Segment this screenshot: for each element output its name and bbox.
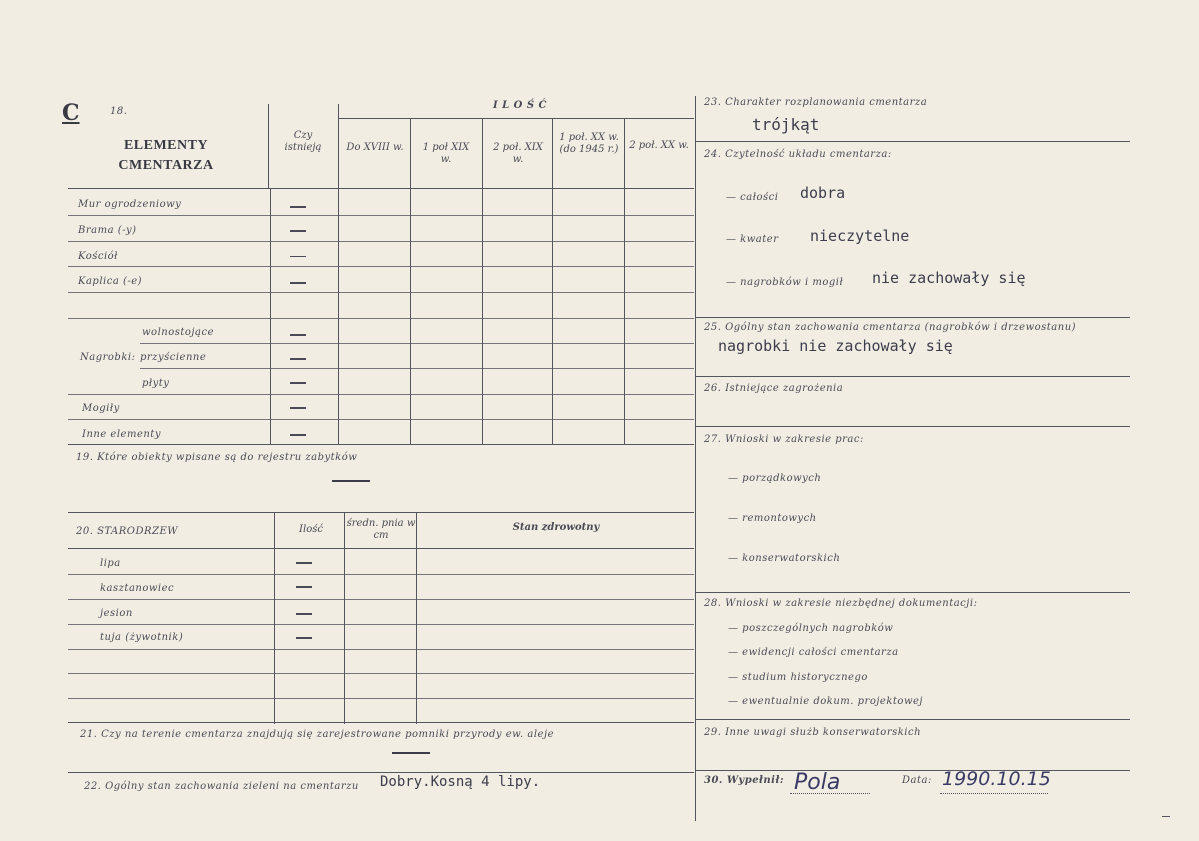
corner-tick (1162, 816, 1170, 817)
mark-przyscienne (290, 358, 306, 360)
q24-c-label: — nagrobków i mogił (726, 277, 844, 288)
col-header-1: Do XVIII w. (346, 142, 404, 153)
elementy-title: ELEMENTY (123, 138, 209, 153)
mark-lipa (296, 562, 312, 564)
mark-mogily (290, 407, 306, 409)
q28-label: 28. Wnioski w zakresie niezbędnej dokumentacji: (704, 598, 978, 609)
tree-jesion: jesion (100, 608, 133, 619)
q27-label: 27. Wnioski w zakresie prac: (704, 434, 864, 445)
mark-kasztanowiec (296, 586, 312, 588)
mark-wolnostojace (290, 334, 306, 336)
q27-item-porzadkowych: — porządkowych (728, 473, 822, 484)
q29-label: 29. Inne uwagi służb konserwatorskich (704, 727, 922, 738)
q25-answer: nagrobki nie zachowały się (718, 337, 953, 355)
q28-item-ewidencji: — ewidencji całości cmentarza (728, 647, 899, 658)
row-label-brama: Brama (-y) (78, 225, 137, 236)
mark-brama (290, 230, 306, 232)
mark-tuja (296, 637, 312, 639)
row-label-nagrobki: Nagrobki: (80, 352, 136, 363)
col-header-3: 2 poł. XIX w. (493, 142, 543, 165)
q27-item-konserwatorskich: — konserwatorskich (728, 553, 841, 564)
row-label-inne: Inne elementy (82, 429, 161, 440)
mark-inne (290, 434, 306, 436)
mark-mur (290, 206, 306, 208)
row-label-plyty: płyty (142, 378, 170, 389)
ilosc-header: I L O Ś Ć (492, 100, 548, 111)
item-18-number: 18. (110, 106, 128, 117)
q24-a-answer: dobra (800, 184, 846, 202)
elementy-title-2: CMENTARZA (118, 158, 214, 173)
section-letter: C (62, 100, 80, 126)
q25-label: 25. Ogólny stan zachowania cmentarza (nagrobków i drzewostanu) (704, 322, 1077, 333)
q24-c-answer: nie zachowały się (872, 269, 1026, 287)
q30-label: 30. Wypełnił: (704, 775, 785, 786)
mark-plyty (290, 382, 306, 384)
q23-label: 23. Charakter rozplanowania cmentarza (704, 97, 928, 108)
col-header-4: 1 poł. XX w. (do 1945 r.) (559, 132, 619, 155)
data-value: 1990.10.15 (942, 768, 1051, 790)
q24-b-answer: nieczytelne (810, 227, 910, 245)
signature-underline (790, 793, 870, 795)
col-header-2: 1 poł XIX w. (422, 142, 470, 165)
q20-sredn-header: średn. pnia w cm (346, 518, 416, 541)
q20-label: 20. STARODRZEW (76, 526, 179, 537)
q21-answer-dash (392, 752, 430, 754)
q20-ilosc-header: Ilość (299, 524, 323, 535)
q26-label: 26. Istniejące zagrożenia (704, 383, 844, 394)
q28-item-nagrobkow: — poszczególnych nagrobków (728, 623, 894, 634)
date-underline (940, 793, 1048, 795)
q28-item-projektowej: — ewentualnie dokum. projektowej (728, 696, 924, 707)
row-label-kosciol: Kościół (78, 251, 118, 262)
q24-a-label: — całości (726, 192, 779, 203)
tree-kasztanowiec: kasztanowiec (100, 583, 175, 594)
q24-b-label: — kwater (726, 234, 779, 245)
row-label-mogily: Mogiły (82, 403, 120, 414)
q27-item-remontowych: — remontowych (728, 513, 817, 524)
q20-stan-header: Stan zdrowotny (512, 522, 600, 533)
mark-jesion (296, 613, 312, 615)
q21-label: 21. Czy na terenie cmentarza znajdują się zarejestrowane pomniki przyrody ew. aleje (80, 729, 554, 740)
mark-kaplica (290, 282, 306, 284)
row-label-kaplica: Kaplica (-e) (78, 276, 143, 287)
q19-label: 19. Które obiekty wpisane są do rejestru zabytków (76, 452, 358, 463)
q28-item-studium: — studium historycznego (728, 672, 868, 683)
q23-answer: trójkąt (752, 115, 820, 134)
q22-answer: Dobry.Kosną 4 lipy. (380, 774, 541, 790)
q24-label: 24. Czytelność układu cmentarza: (704, 149, 892, 160)
data-label: Data: (902, 775, 932, 786)
column-divider (695, 96, 696, 821)
row-label-mur: Mur ogrodzeniowy (78, 199, 182, 210)
czy-istnieja-header: Czy istnieją (284, 130, 322, 153)
q30-signature: Pola (794, 770, 841, 795)
q19-answer-dash (332, 480, 370, 482)
q22-label: 22. Ogólny stan zachowania zieleni na cmentarzu (84, 781, 359, 792)
col-header-5: 2 poł. XX w. (629, 140, 689, 151)
mark-kosciol (290, 256, 306, 257)
row-label-wolnostojace: wolnostojące (142, 327, 214, 338)
tree-tuja: tuja (żywotnik) (100, 632, 184, 643)
tree-lipa: lipa (100, 558, 121, 569)
row-label-przyscienne: przyścienne (140, 352, 207, 363)
